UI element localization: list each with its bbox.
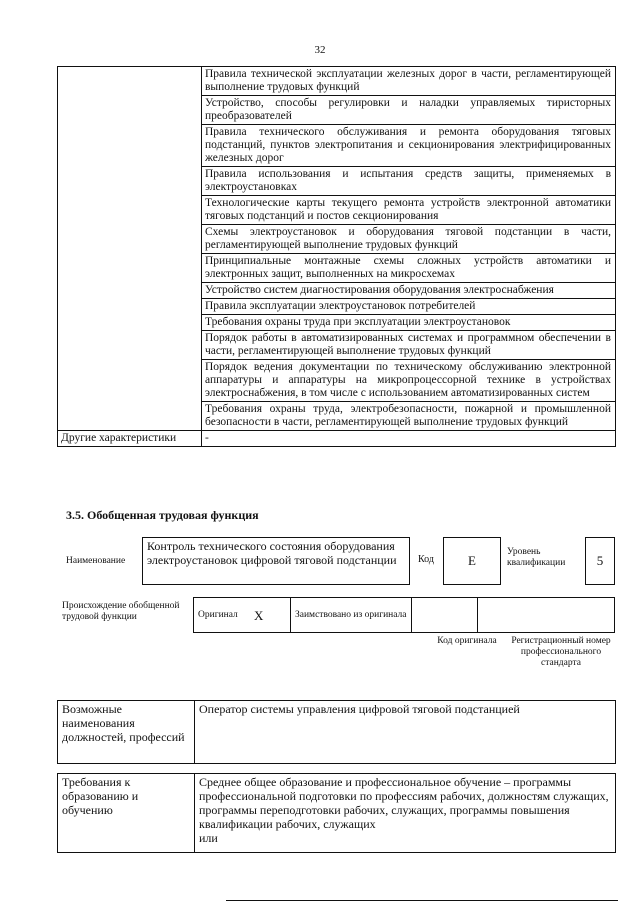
knowledge-label-cell xyxy=(58,67,202,431)
reg-number-cell xyxy=(478,598,615,633)
other-characteristics-label: Другие характеристики xyxy=(58,431,202,447)
code-value: E xyxy=(443,537,501,585)
page-number: 32 xyxy=(314,44,326,56)
education-cell xyxy=(195,774,616,853)
name-label: Наименование xyxy=(66,556,126,566)
knowledge-item: Принципиальные монтажные схемы сложных устройств автоматики и электронных защит, выполненных на микросхемах xyxy=(202,254,616,283)
bottom-divider xyxy=(226,900,618,901)
positions-table xyxy=(57,700,616,764)
knowledge-item: Технологические карты текущего ремонта устройств электронной автоматики тяговых подстанций и постов секционирования xyxy=(202,196,616,225)
code-original-cell xyxy=(412,598,478,633)
borrowed-label: Заимствовано из оригинала xyxy=(291,598,412,633)
knowledge-table xyxy=(57,66,616,447)
knowledge-item: Правила технической эксплуатации железных дорог в части, регламентирующей выполнение трудовых функций xyxy=(202,67,616,96)
knowledge-item: Правила использования и испытания средств защиты, применяемых в электроустановках xyxy=(202,167,616,196)
knowledge-item: Устройство систем диагностирования оборудования электроснабжения xyxy=(202,283,616,299)
level-label: Уровень квалификации xyxy=(507,547,566,568)
code-original-label: Код оригинала xyxy=(437,636,497,646)
positions-label: Возможные наименования должностей, профессий xyxy=(58,701,195,764)
knowledge-item: Схемы электроустановок и оборудования тяговой подстанции в части, регламентирующей выполнение трудовых функций xyxy=(202,225,616,254)
education-table xyxy=(57,773,616,853)
level-value: 5 xyxy=(585,537,615,585)
knowledge-item: Правила эксплуатации электроустановок потребителей xyxy=(202,299,616,315)
other-characteristics-value: - xyxy=(202,431,616,447)
code-label: Код xyxy=(418,554,434,565)
knowledge-item: Требования охраны труда при эксплуатации электроустановок xyxy=(202,315,616,331)
knowledge-item: Порядок работы в автоматизированных системах и программном обеспечении в части, регламентирующей выполнение трудовых функций xyxy=(202,331,616,360)
knowledge-item: Правила технического обслуживания и ремонта оборудования тяговых подстанций, пунктов электропитания и секционирования электрифицированных железных дорог xyxy=(202,125,616,167)
origin-table xyxy=(193,597,615,633)
knowledge-item: Устройство, способы регулировки и наладки управляемых тиристорных преобразователей xyxy=(202,96,616,125)
section-title: 3.5. Обобщенная трудовая функция xyxy=(66,508,259,522)
function-name-field: Контроль технического состояния оборудования электроустановок цифровой тяговой подстанции xyxy=(142,537,410,585)
education-label: Требования к образованию и обучению xyxy=(58,774,195,853)
original-label: Оригинал xyxy=(194,598,251,633)
positions-value: Оператор системы управления цифровой тяговой подстанцией xyxy=(195,701,616,764)
knowledge-item: Требования охраны труда, электробезопасности, пожарной и промышленной безопасности в части, регламентирующей выполнение трудовых функций xyxy=(202,402,616,431)
education-or: или xyxy=(199,831,218,845)
education-value: Среднее общее образование и профессиональное обучение – программы профессиональной подготовки по профессиям рабочих, должностям служащих, программы переподготовки рабочих, служащих, программы повышения квалификации рабочих, служащих xyxy=(199,775,609,831)
original-mark: X xyxy=(250,598,291,633)
knowledge-item: Порядок ведения документации по техническому обслуживанию электронной аппаратуры и аппаратуры на микропроцессорной технике в устройствах электроснабжения, в том числе с использованием автоматизированных систем xyxy=(202,360,616,402)
origin-label: Происхождение обобщенной трудовой функции xyxy=(62,601,180,622)
reg-number-label: Регистрационный номер профессионального стандарта xyxy=(511,636,611,668)
